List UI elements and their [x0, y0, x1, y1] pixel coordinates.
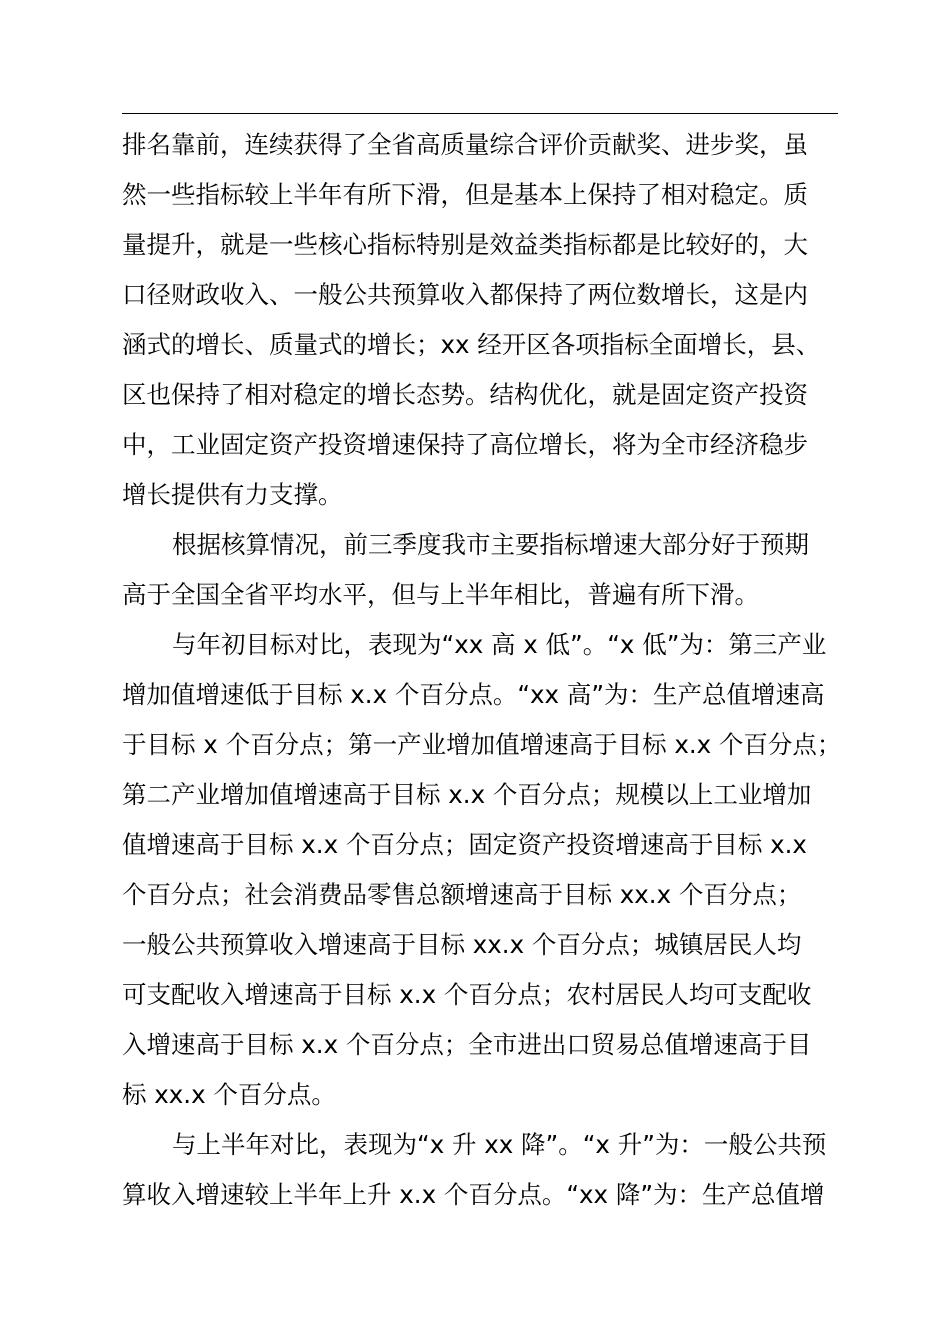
- text-line: 可支配收入增速高于目标 x.x 个百分点；农村居民人均可支配收: [122, 980, 812, 1009]
- text-line: 入增速高于目标 x.x 个百分点；全市进出口贸易总值增速高于目: [122, 1030, 812, 1059]
- text-line: 口径财政收入、一般公共预算收入都保持了两位数增长，这是内: [122, 280, 808, 309]
- text-line: 中，工业固定资产投资增速保持了高位增长，将为全市经济稳步: [122, 430, 808, 459]
- text-line: 然一些指标较上半年有所下滑，但是基本上保持了相对稳定。质: [122, 180, 808, 209]
- text-line: 区也保持了相对稳定的增长态势。结构优化，就是固定资产投资: [122, 380, 808, 409]
- text-line: 排名靠前，连续获得了全省高质量综合评价贡献奖、进步奖，虽: [122, 130, 808, 159]
- text-line: 高于全国全省平均水平，但与上半年相比，普遍有所下滑。: [122, 580, 759, 609]
- text-line: 个百分点；社会消费品零售总额增速高于目标 xx.x 个百分点；: [122, 880, 802, 909]
- text-line: 值增速高于目标 x.x 个百分点；固定资产投资增速高于目标 x.x: [122, 830, 807, 859]
- paragraph-start-line: 与年初目标对比，表现为“xx 高 x 低”。“x 低”为：第三产业: [172, 630, 827, 659]
- text-line: 涵式的增长、质量式的增长；xx 经开区各项指标全面增长，县、: [122, 330, 821, 359]
- text-line: 一般公共预算收入增速高于目标 xx.x 个百分点；城镇居民人均: [122, 930, 802, 959]
- text-line: 于目标 x 个百分点；第一产业增加值增速高于目标 x.x 个百分点；: [122, 730, 842, 759]
- paragraph-start-line: 与上半年对比，表现为“x 升 xx 降”。“x 升”为：一般公共预: [172, 1130, 827, 1159]
- text-line: 量提升，就是一些核心指标特别是效益类指标都是比较好的，大: [122, 230, 808, 259]
- text-line: 算收入增速较上半年上升 x.x 个百分点。“xx 降”为：生产总值增: [122, 1180, 825, 1209]
- text-line: 增长提供有力支撑。: [122, 480, 343, 509]
- paragraph-start-line: 根据核算情况，前三季度我市主要指标增速大部分好于预期: [172, 530, 809, 559]
- text-line: 增加值增速低于目标 x.x 个百分点。“xx 高”为：生产总值增速高: [122, 680, 825, 709]
- text-line: 第二产业增加值增速高于目标 x.x 个百分点；规模以上工业增加: [122, 780, 812, 809]
- document-body: [122, 120, 862, 1220]
- header-rule: [122, 113, 838, 114]
- text-line: 标 xx.x 个百分点。: [122, 1080, 336, 1109]
